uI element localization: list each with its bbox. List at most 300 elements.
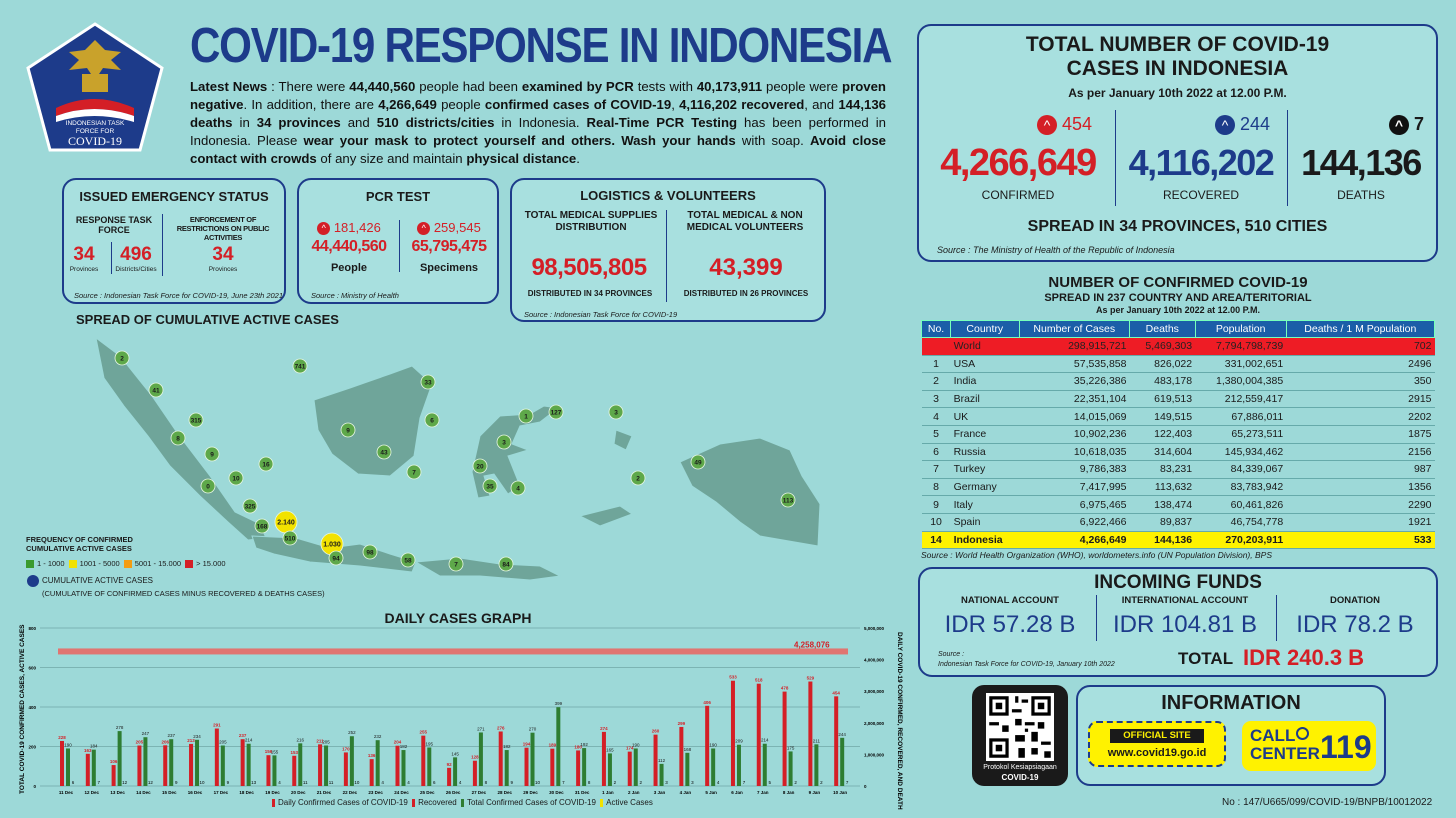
deaths-label: 7 (742, 780, 746, 785)
news-segment: people (436, 97, 485, 112)
table-cell: 57,535,858 (1019, 355, 1129, 373)
table-cell: 331,002,651 (1195, 355, 1286, 373)
legend-swatch-yellow (69, 560, 77, 568)
recovered-bar (505, 750, 509, 786)
deaths-value: 144,136 (1301, 142, 1421, 183)
recovered-label: 168 (683, 746, 692, 752)
table-cell: 2496 (1286, 355, 1434, 373)
deaths-label: 12 (147, 780, 153, 785)
chart-tick-left: 800 (28, 626, 36, 631)
table-cell: 67,886,011 (1195, 408, 1286, 426)
chart-x-tick: 28 Dec (497, 790, 512, 795)
table-cell: 35,226,386 (1019, 373, 1129, 391)
chart-x-tick: 27 Dec (471, 790, 487, 795)
recovered-label: 214 (761, 737, 769, 743)
logistics-source: Source : Indonesian Task Force for COVID-19 (524, 310, 678, 319)
deaths-label: 6 (433, 780, 436, 785)
deaths-label: 3 (691, 780, 694, 785)
world-source: Source : World Health Organization (WHO), worldometers.info (UN Population Division), BPS (921, 550, 1272, 560)
recovered-delta (1215, 114, 1270, 135)
table-row (922, 496, 1435, 514)
daily-confirmed-bar (473, 761, 477, 786)
news-segment: has been performed in Indonesia. Please (190, 115, 886, 148)
task-force-logo (26, 22, 164, 152)
total-cases-panel (917, 24, 1438, 262)
daily-confirmed-label: 128 (471, 754, 479, 760)
pcr-title: PCR TEST (365, 189, 431, 204)
table-cell (922, 338, 951, 356)
table-cell: 1356 (1286, 478, 1434, 496)
qr-card[interactable] (972, 685, 1068, 786)
deaths-label: 2 (820, 780, 823, 785)
daily-confirmed-label: 406 (703, 699, 711, 705)
deaths-label: 4 (407, 780, 410, 785)
daily-cases-chart (10, 622, 906, 814)
island-shapes (96, 338, 820, 580)
daily-confirmed-label: 156 (264, 749, 273, 755)
enforcement-label: Provinces (208, 266, 238, 273)
table-row (922, 425, 1435, 443)
recovered-value: 4,116,202 (1128, 142, 1274, 183)
daily-confirmed-bar (189, 744, 193, 786)
legend-recovered-label: Recovered (418, 798, 457, 807)
provinces-value: 34 (73, 244, 95, 265)
legend-recovered-swatch (412, 799, 415, 807)
chart-x-tick: 2 Jan (627, 790, 640, 795)
chart-x-tick: 8 Jan (782, 790, 795, 795)
table-header-cell: Country (951, 321, 1019, 338)
deaths-delta-value: 7 (1414, 114, 1425, 134)
map-marker-label: 43 (380, 449, 388, 457)
table-cell: 10,618,035 (1019, 443, 1129, 461)
table-cell: 4 (922, 408, 951, 426)
pcr-source: Source : Ministry of Health (311, 291, 399, 300)
daily-confirmed-bar (163, 745, 167, 786)
recovered-bar (840, 738, 844, 786)
daily-confirmed-bar (292, 756, 296, 786)
map-markers (115, 351, 795, 571)
donation-label: DONATION (1330, 595, 1380, 606)
daily-confirmed-label: 260 (651, 728, 660, 734)
news-segment: in (232, 115, 257, 130)
news-segment: . In addition, there are (243, 97, 379, 112)
table-cell: 9 (922, 496, 951, 514)
daily-confirmed-bar (679, 727, 683, 786)
daily-confirmed-label: 211 (316, 738, 324, 744)
recovered-bar (479, 732, 483, 786)
deaths-label: 13 (251, 780, 257, 785)
table-cell: 10,902,236 (1019, 425, 1129, 443)
recovered-bar (556, 707, 560, 786)
recovered-bar (143, 737, 147, 786)
chart-x-tick: 9 Jan (808, 790, 821, 795)
recovered-label: 234 (193, 733, 201, 739)
table-cell: 5,469,303 (1129, 338, 1195, 356)
daily-confirmed-bar (731, 681, 735, 786)
map-marker-label: 98 (366, 549, 374, 557)
chart-tick-left: 400 (28, 705, 36, 710)
recovered-bar (660, 764, 664, 786)
recovered-bar (453, 757, 457, 786)
table-row (922, 338, 1435, 356)
legend-total-swatch (461, 799, 464, 807)
table-header-cell: Deaths (1129, 321, 1195, 338)
funds-title: INCOMING FUNDS (1094, 572, 1262, 593)
recovered-label: 184 (90, 743, 98, 749)
recovered-bar (737, 745, 741, 786)
recovered-label: 270 (528, 726, 537, 732)
daily-confirmed-bar (344, 752, 348, 786)
daily-confirmed-bar (370, 759, 374, 786)
daily-confirmed-bar (654, 735, 658, 786)
news-segment: tests with (633, 79, 697, 94)
logo-line-1: INDONESIAN TASK (65, 120, 125, 127)
daily-confirmed-bar (808, 682, 812, 786)
daily-confirmed-label: 533 (729, 674, 737, 680)
news-segment: and (340, 115, 377, 130)
cumulative-note: (CUMULATIVE OF CONFIRMED CASES MINUS RECOVERED & DEATHS CASES) (42, 589, 325, 598)
table-cell: Brazil (951, 390, 1019, 408)
recovered-label: 244 (838, 731, 846, 737)
recovered-bar (272, 755, 276, 786)
map-legend-items (24, 559, 226, 568)
chart-x-tick: 30 Dec (549, 790, 564, 795)
cumulative-circle-icon (27, 575, 39, 587)
recovered-label: 211 (812, 738, 820, 744)
chart-x-tick: 31 Dec (574, 790, 590, 795)
emergency-title: ISSUED EMERGENCY STATUS (79, 189, 269, 204)
table-row (922, 531, 1435, 549)
call-label-1: CALL (1250, 726, 1296, 745)
daily-confirmed-label: 237 (238, 733, 247, 739)
recovered-label: 252 (348, 730, 356, 736)
funds-source-2: Indonesian Task Force for COVID-19, January 10th 2022 (938, 661, 1115, 668)
chart-x-tick: 26 Dec (445, 790, 461, 795)
news-segment: 44,440,560 (349, 79, 416, 94)
information-title: INFORMATION (1161, 692, 1301, 714)
chart-tick-left: 200 (28, 744, 36, 750)
table-cell: 89,837 (1129, 513, 1195, 531)
chart-x-tick: 14 Dec (136, 790, 151, 795)
daily-confirmed-bar (550, 749, 554, 786)
recovered-bar (247, 744, 251, 786)
map-marker-label: 168 (256, 523, 268, 531)
pcr-people-value: 44,440,560 (311, 238, 387, 255)
recovered-bar (298, 743, 302, 786)
table-cell: 14,015,069 (1019, 408, 1129, 426)
map-marker-label: 84 (502, 561, 510, 569)
arrow-up-icon: ^ (317, 222, 330, 235)
recovered-bar (634, 748, 638, 786)
map-marker-label: 113 (782, 497, 794, 505)
recovered-bar (582, 748, 586, 786)
table-cell: 9,786,383 (1019, 461, 1129, 479)
legend-label-4: > 15.000 (196, 559, 226, 568)
recovered-label: 205 (322, 739, 330, 745)
table-cell: 1 (922, 355, 951, 373)
table-cell: 7 (922, 461, 951, 479)
map-marker-label: 41 (152, 387, 160, 395)
recovered-label: 165 (606, 747, 614, 753)
map-marker-label: 16 (262, 461, 270, 469)
daily-confirmed-bar (266, 755, 270, 786)
recovered-label: RECOVERED (1162, 188, 1239, 202)
table-cell: 113,632 (1129, 478, 1195, 496)
table-cell: 144,136 (1129, 531, 1195, 549)
arrow-up-icon: ^ (417, 222, 430, 235)
recovered-bar (376, 740, 380, 786)
chart-x-tick: 22 Dec (342, 790, 358, 795)
deaths-label: 8 (484, 780, 488, 785)
daily-confirmed-label: 153 (290, 749, 299, 755)
legend-label-1: 1 - 1000 (37, 559, 65, 568)
table-cell: 8 (922, 478, 951, 496)
deaths-label: 2 (794, 780, 797, 785)
emergency-source: Source : Indonesian Task Force for COVID-19, June 23th 2021 (74, 291, 284, 300)
pcr-people-delta (301, 220, 397, 235)
map-marker-label: 325 (244, 503, 256, 511)
daily-confirmed-label: 194 (522, 741, 531, 747)
enforcement-head: ENFORCEMENT OF RESTRICTIONS ON PUBLIC ACTIVITIES (176, 215, 270, 242)
table-cell: 6,922,466 (1019, 513, 1129, 531)
news-segment: Real-Time PCR Testing (586, 115, 738, 130)
table-cell: 10 (922, 513, 951, 531)
map-marker-label: 127 (550, 409, 562, 417)
table-cell: 22,351,104 (1019, 390, 1129, 408)
chart-legend (270, 798, 653, 807)
recovered-label: 205 (219, 739, 227, 745)
call-center-button[interactable] (1242, 721, 1376, 771)
deaths-label: 4 (458, 780, 462, 785)
table-cell: Indonesia (951, 531, 1019, 549)
map-marker-label: 7 (412, 469, 416, 477)
news-segment: wear your mask to protect yourself and others. Wash your hands (303, 133, 736, 148)
response-task-force-head: RESPONSE TASK FORCE (75, 215, 153, 235)
deaths-label: 4 (381, 780, 384, 785)
table-cell: 1,380,004,385 (1195, 373, 1286, 391)
recovered-bar (169, 739, 173, 786)
deaths-label: 2 (639, 780, 642, 785)
news-segment: confirmed cases of COVID-19 (484, 97, 672, 112)
legend-label-3: 5001 - 15.000 (134, 559, 182, 568)
news-segment: in Indonesia. (494, 115, 587, 130)
emergency-status-panel (62, 178, 286, 304)
news-segment: Avoid close contact with crowds (190, 133, 886, 166)
med-supplies-note: DISTRIBUTED IN 34 PROVINCES (527, 289, 653, 298)
daily-confirmed-bar (395, 746, 399, 786)
table-header-cell: Deaths / 1 M Population (1286, 321, 1434, 338)
map-marker-label: 4 (516, 485, 520, 493)
recovered-bar (324, 746, 328, 786)
deaths-label: 7 (562, 780, 565, 785)
chart-x-tick: 12 Dec (84, 790, 100, 795)
pcr-specimens-delta (401, 220, 497, 235)
table-cell: India (951, 373, 1019, 391)
cumulative-label: CUMULATIVE ACTIVE CASES (42, 576, 153, 585)
chart-tick-right: 5,000,000 (864, 626, 885, 631)
recovered-label: 190 (709, 742, 717, 748)
recovered-bar (195, 740, 199, 786)
map-marker-label: 94 (332, 555, 340, 563)
daily-confirmed-bar (499, 731, 503, 786)
deaths-label: 3 (665, 780, 668, 785)
table-cell: 65,273,511 (1195, 425, 1286, 443)
table-cell: 2156 (1286, 443, 1434, 461)
table-cell: 84,339,067 (1195, 461, 1286, 479)
recovered-label: 155 (270, 749, 279, 755)
legend-label-2: 1001 - 5000 (79, 559, 120, 568)
pcr-people-delta-value: 181,426 (333, 220, 381, 235)
confirmed-label: CONFIRMED (981, 188, 1055, 202)
chart-tick-left: 0 (33, 784, 36, 789)
news-segment: 510 districts/cities (376, 115, 495, 130)
deaths-label: 10 (535, 780, 541, 785)
daily-confirmed-bar (783, 692, 787, 786)
deaths-label: 4 (278, 780, 281, 785)
recovered-label: 237 (167, 733, 175, 739)
map-marker-label: 2 (120, 355, 124, 363)
table-cell: 702 (1286, 338, 1434, 356)
news-segment: 4,116,202 recovered (679, 97, 805, 112)
table-cell: France (951, 425, 1019, 443)
volunteers-value: 43,399 (709, 254, 783, 281)
recovered-label: 182 (502, 744, 511, 750)
deaths-label: 5 (768, 780, 772, 785)
recovered-label: 278 (115, 725, 124, 731)
news-segment: : There were (267, 79, 350, 94)
world-title: NUMBER OF CONFIRMED COVID-19 (1048, 274, 1308, 291)
chart-x-tick: 11 Dec (58, 790, 74, 795)
volunteers-note: DISTRIBUTED IN 26 PROVINCES (683, 289, 809, 298)
chart-x-tick: 5 Jan (705, 790, 717, 795)
arrow-up-icon: ^ (1215, 115, 1235, 135)
map-marker-label: 1.030 (323, 541, 341, 549)
table-row (922, 513, 1435, 531)
deaths-label: 10 (199, 780, 205, 785)
table-header-cell: Population (1195, 321, 1286, 338)
call-number[interactable]: 119 (1320, 729, 1372, 765)
map-legend-title: FREQUENCY OF CONFIRMED CUMULATIVE ACTIVE CASES (26, 535, 133, 553)
daily-confirmed-label: 170 (342, 746, 350, 752)
daily-confirmed-bar (628, 752, 632, 786)
recovered-bar (763, 744, 767, 786)
latest-news-paragraph (190, 78, 886, 168)
phone-icon (1296, 727, 1309, 740)
table-cell: Turkey (951, 461, 1019, 479)
table-cell: 298,915,721 (1019, 338, 1129, 356)
official-site-url[interactable]: www.covid19.go.id (1107, 747, 1207, 759)
table-row (922, 408, 1435, 426)
table-row (922, 443, 1435, 461)
provinces-label: Provinces (69, 266, 99, 273)
recovered-bar (221, 746, 225, 786)
table-header-cell: No. (922, 321, 951, 338)
table-cell: Spain (951, 513, 1019, 531)
deaths-label: DEATHS (1337, 188, 1385, 202)
table-cell: World (951, 338, 1019, 356)
map-marker-label: 315 (190, 417, 202, 425)
recovered-bar (118, 731, 122, 786)
daily-confirmed-label: 136 (367, 753, 376, 759)
recovered-bar (814, 744, 818, 786)
information-panel (1076, 685, 1386, 786)
table-cell: 60,461,826 (1195, 496, 1286, 514)
chart-x-tick: 3 Jan (653, 790, 666, 795)
map-marker-label: 2 (636, 475, 640, 483)
news-segment: . (576, 151, 580, 166)
chart-ylabel-left: TOTAL COVID-19 CONFIRMED CASES, ACTIVE CASES (19, 624, 26, 794)
table-cell: USA (951, 355, 1019, 373)
incoming-funds-panel (918, 567, 1438, 677)
news-segment: physical distance (466, 151, 577, 166)
news-segment: 144,136 deaths (190, 97, 887, 130)
legend-daily-swatch (272, 799, 275, 807)
chart-ylabel-right: DAILY COVID-19 CONFIRMED, RECOVERED, AND DEATH (896, 632, 903, 810)
map-marker-label: 510 (284, 535, 296, 543)
daily-confirmed-bar (86, 754, 90, 786)
news-segment: people had been (415, 79, 522, 94)
daily-confirmed-label: 204 (393, 739, 402, 745)
news-segment: examined by PCR (521, 79, 634, 94)
news-segment: 34 provinces (256, 115, 341, 130)
daily-confirmed-label: 529 (806, 675, 815, 681)
recovered-label: 214 (244, 737, 253, 743)
totals-title-1: TOTAL NUMBER OF COVID-19 (1025, 33, 1330, 56)
daily-confirmed-label: 518 (755, 677, 763, 683)
map-marker-label: 33 (424, 379, 432, 387)
news-segment: with soap. (735, 133, 810, 148)
recovered-bar (789, 751, 793, 786)
world-subtitle: SPREAD IN 237 COUNTRY AND AREA/TERITORIAL (1044, 292, 1312, 304)
map-marker-label: 35 (486, 483, 494, 491)
table-cell: 1921 (1286, 513, 1434, 531)
deaths-label: 12 (122, 780, 128, 785)
donation-value: IDR 78.2 B (1296, 611, 1414, 638)
chart-tick-right: 3,000,000 (864, 689, 885, 695)
legend-active-label: Active Cases (606, 798, 653, 807)
chart-tick-right: 2,000,000 (864, 720, 885, 726)
chart-x-tick: 21 Dec (316, 790, 332, 795)
daily-confirmed-label: 189 (548, 742, 557, 748)
news-segment: , (671, 97, 680, 112)
daily-confirmed-label: 205 (135, 739, 144, 745)
table-cell: 46,754,778 (1195, 513, 1286, 531)
chart-bars (58, 648, 848, 786)
recovered-bar (531, 733, 535, 786)
map-marker-label: 9 (346, 427, 350, 435)
daily-confirmed-bar (137, 746, 141, 786)
deaths-label: 9 (174, 780, 178, 785)
chart-x-tick: 29 Dec (523, 790, 538, 795)
table-cell: 483,178 (1129, 373, 1195, 391)
map-marker-label: 10 (232, 475, 240, 483)
qr-code-icon[interactable] (986, 693, 1054, 761)
official-site-link[interactable] (1088, 721, 1226, 767)
legend-total-label: Total Confirmed Cases of COVID-19 (466, 798, 596, 807)
table-cell: 7,794,798,739 (1195, 338, 1286, 356)
daily-confirmed-label: 180 (574, 744, 582, 750)
recovered-bar (427, 747, 431, 786)
daily-confirmed-bar (576, 750, 580, 786)
daily-confirmed-label: 299 (677, 720, 686, 726)
map-marker-label: 7 (454, 561, 458, 569)
table-cell: 14 (922, 531, 951, 549)
legend-active-swatch (600, 799, 603, 807)
table-cell: 270,203,911 (1195, 531, 1286, 549)
table-cell: 2915 (1286, 390, 1434, 408)
table-cell: 2 (922, 373, 951, 391)
indonesia-map (60, 326, 910, 596)
